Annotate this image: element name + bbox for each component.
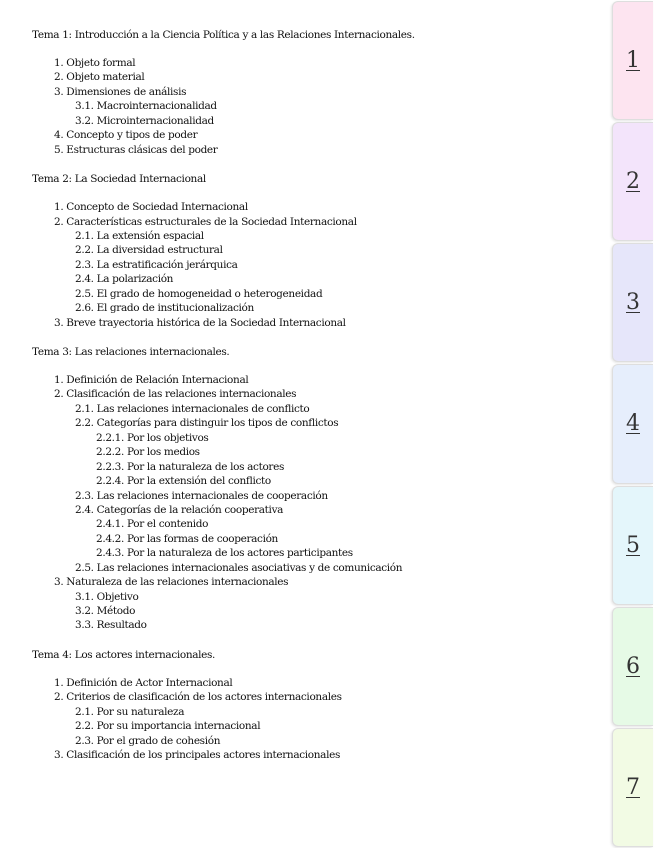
- list-item: 2.4.2. Por las formas de cooperación: [96, 532, 278, 545]
- tab-6[interactable]: [612, 607, 653, 726]
- list-item: 2.1. La extensión espacial: [75, 229, 204, 242]
- list-item: 3. Breve trayectoria histórica de la Sociedad Internacional: [54, 316, 346, 329]
- list-item: 2.4. La polarización: [75, 273, 174, 286]
- list-item: 1. Definición de Relación Internacional: [54, 374, 249, 386]
- list-item: 3.3. Resultado: [75, 619, 147, 632]
- list-item: 2.1. Por su naturaleza: [75, 705, 185, 718]
- section-title: Tema 3: Las relaciones internacionales.: [32, 346, 230, 358]
- list-item: 2.2.3. Por la naturaleza de los actores: [96, 460, 284, 473]
- tab-label: 6: [626, 653, 640, 679]
- list-item: 2.2.2. Por los medios: [96, 446, 200, 459]
- tab-label: 7: [626, 774, 640, 800]
- tab-label: 2: [626, 169, 640, 195]
- section-title: Tema 2: La Sociedad Internacional: [32, 173, 206, 186]
- section-gap: [32, 157, 602, 172]
- tab-5[interactable]: [612, 486, 653, 605]
- list-item: 2. Características estructurales de la Sociedad Internacional: [54, 215, 357, 228]
- section-tabs: [612, 0, 656, 848]
- tab-label: 5: [626, 532, 640, 558]
- section-title: Tema 4: Los actores internacionales.: [32, 648, 216, 661]
- list-item: 2.5. Las relaciones internacionales asociativas y de comunicación: [75, 561, 403, 574]
- list-item: 1. Definición de Actor Internacional: [54, 676, 233, 689]
- list-item: 2. Objeto material: [54, 71, 145, 84]
- list-item: 2.4. Categorías de la relación cooperativa: [75, 503, 284, 516]
- list-item: 4. Concepto y tipos de poder: [54, 129, 198, 142]
- list-item: 2.5. El grado de homogeneidad o heterogeneidad: [75, 287, 323, 300]
- list-item: 2.4.1. Por el contenido: [96, 518, 209, 531]
- section-items: [32, 56, 602, 157]
- list-item: 3.2. Microinternacionalidad: [75, 114, 214, 127]
- list-item: 3. Clasificación de los principales actores internacionales: [54, 749, 340, 762]
- tab-4[interactable]: [612, 364, 653, 483]
- list-item: 2. Criterios de clasificación de los actores internacionales: [54, 691, 342, 704]
- tab-2[interactable]: [612, 122, 653, 241]
- list-item: 5. Estructuras clásicas del poder: [54, 143, 218, 156]
- list-item: 2.2. La diversidad estructural: [75, 244, 223, 257]
- section-gap: [32, 330, 602, 345]
- table-of-contents: [32, 28, 602, 763]
- toc-section: [32, 345, 602, 633]
- list-item: 2.4.3. Por la naturaleza de los actores participantes: [96, 547, 353, 560]
- list-item: 3. Naturaleza de las relaciones internacionales: [54, 576, 289, 589]
- list-item: 2.2. Categorías para distinguir los tipos de conflictos: [75, 417, 339, 430]
- tab-label: 4: [626, 411, 640, 437]
- list-item: 3.2. Método: [75, 605, 136, 617]
- toc-section: [32, 28, 602, 157]
- list-item: 3.1. Macrointernacionalidad: [75, 100, 217, 113]
- tab-7[interactable]: [612, 728, 653, 847]
- list-item: 2.2.1. Por los objetivos: [96, 431, 209, 444]
- list-item: 2.3. Por el grado de cohesión: [75, 734, 221, 747]
- list-item: 2. Clasificación de las relaciones internacionales: [54, 388, 297, 401]
- list-item: 3.1. Objetivo: [75, 590, 139, 603]
- toc-section: [32, 172, 602, 330]
- list-item: 2.1. Las relaciones internacionales de conflicto: [75, 402, 310, 415]
- section-items: [32, 373, 602, 633]
- section-items: [32, 676, 602, 763]
- tab-label: 1: [626, 48, 640, 74]
- section-gap: [32, 633, 602, 648]
- tab-label: 3: [626, 290, 640, 316]
- list-item: 2.3. Las relaciones internacionales de cooperación: [75, 489, 328, 502]
- list-item: 3. Dimensiones de análisis: [54, 85, 187, 98]
- toc-section: [32, 648, 602, 763]
- list-item: 2.3. La estratificación jerárquica: [75, 258, 238, 271]
- tab-1[interactable]: [612, 1, 653, 120]
- list-item: 2.2. Por su importancia internacional: [75, 720, 261, 733]
- section-title: Tema 1: Introducción a la Ciencia Política y a las Relaciones Internacionales.: [32, 29, 415, 41]
- list-item: 1. Concepto de Sociedad Internacional: [54, 201, 248, 214]
- list-item: 2.6. El grado de institucionalización: [75, 302, 254, 315]
- list-item: 1. Objeto formal: [54, 57, 136, 69]
- tab-3[interactable]: [612, 243, 653, 362]
- section-items: [32, 200, 602, 330]
- list-item: 2.2.4. Por la extensión del conflicto: [96, 475, 271, 488]
